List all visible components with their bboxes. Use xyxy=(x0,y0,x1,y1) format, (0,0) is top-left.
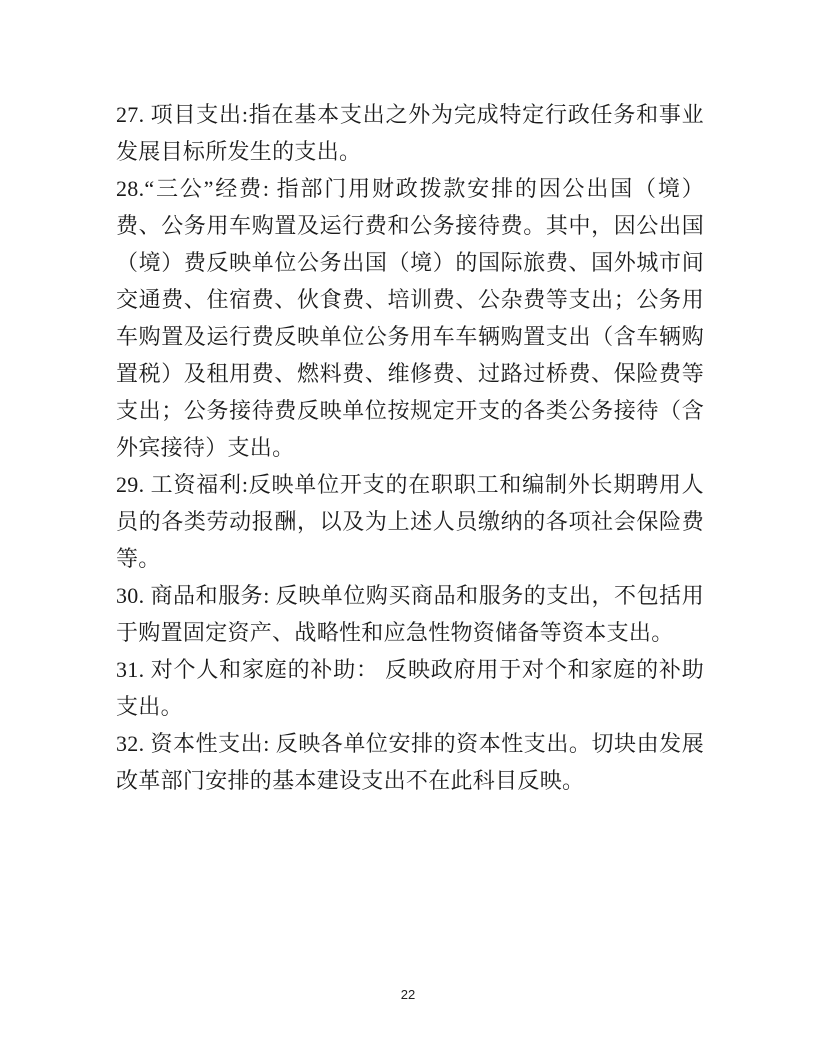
glossary-item-27: 27. 项目支出:指在基本支出之外为完成特定行政任务和事业发展目标所发生的支出。 xyxy=(116,102,704,164)
glossary-item-30: 30. 商品和服务: 反映单位购买商品和服务的支出，不包括用于购置固定资产、战略性和应急性物资储备等资本支出。 xyxy=(116,583,704,645)
glossary-item-32: 32. 资本性支出: 反映各单位安排的资本性支出。切块由发展改革部门安排的基本建设支出不在此科目反映。 xyxy=(116,731,704,793)
glossary-item-29: 29. 工资福利:反映单位开支的在职职工和编制外长期聘用人员的各类劳动报酬，以及为上述人员缴纳的各项社会保险费等。 xyxy=(116,472,704,571)
glossary-text-block xyxy=(116,96,704,799)
page-number: 22 xyxy=(400,987,416,1002)
glossary-item-28: 28.“三公”经费: 指部门用财政拨款安排的因公出国（境）费、公务用车购置及运行费和公务接待费。其中，因公出国（境）费反映单位公务出国（境）的国际旅费、国外城市间交通费、住宿费、伙食费、培训费、公杂费等支出；公务用车购置及运行费反映单位公务用车车辆购置支出（含车辆购置税）及租用费、燃料费、维修费、过路过桥费、保险费等支出；公务接待费反映单位按规定开支的各类公务接待（含外宾接待）支出。 xyxy=(116,176,704,460)
glossary-item-31: 31. 对个人和家庭的补助： 反映政府用于对个和家庭的补助支出。 xyxy=(116,657,704,719)
